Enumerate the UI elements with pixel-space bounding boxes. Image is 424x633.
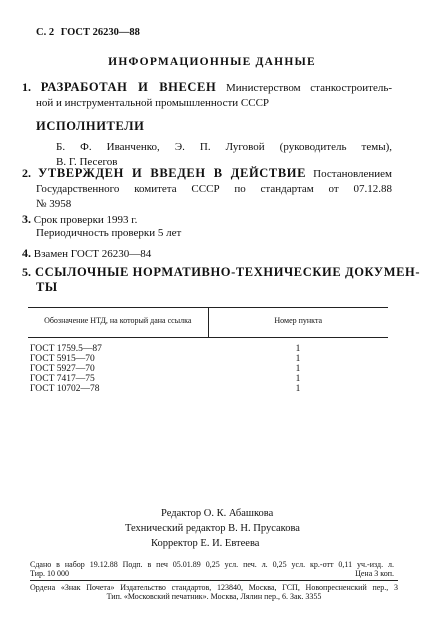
executors-line2: В. Г. Песегов bbox=[56, 156, 118, 168]
section-5-number: 5. bbox=[22, 265, 31, 279]
table-cell-doc: ГОСТ 5927—70 bbox=[30, 364, 95, 374]
table-cell-doc: ГОСТ 10702—78 bbox=[30, 384, 100, 394]
editors-block bbox=[125, 506, 300, 551]
section-4 bbox=[22, 246, 151, 261]
section-1-number: 1. bbox=[22, 80, 31, 94]
section-1-line2: ной и инструментальной промышленности СССР bbox=[36, 97, 270, 109]
table-cell-item: 1 bbox=[295, 354, 301, 364]
corrector-line: Корректор Е. И. Евтеева bbox=[151, 538, 260, 549]
section-2 bbox=[22, 166, 392, 212]
section-5-line1: ССЫЛОЧНЫЕ НОРМАТИВНО-ТЕХНИЧЕСКИЕ ДОКУМЕН- bbox=[35, 265, 421, 279]
table-header-item: Номер пункта bbox=[208, 308, 388, 338]
section-3 bbox=[22, 213, 181, 240]
page-header bbox=[36, 27, 140, 38]
executors-heading: ИСПОЛНИТЕЛИ bbox=[36, 119, 145, 133]
table-cell-doc: ГОСТ 5915—70 bbox=[30, 354, 95, 364]
table-cell-doc: ГОСТ 7417—75 bbox=[30, 374, 95, 384]
imprint-price: Цена 3 коп. bbox=[355, 569, 394, 578]
standard-number: ГОСТ 26230—88 bbox=[60, 27, 140, 38]
section-1-line1 bbox=[22, 80, 392, 96]
publisher-block bbox=[30, 583, 398, 601]
section-1 bbox=[22, 80, 392, 170]
table-row bbox=[28, 364, 388, 374]
section-1-line1-text: Министерством станкостроитель- bbox=[226, 82, 393, 94]
tech-editor-line: Технический редактор В. Н. Прусакова bbox=[125, 523, 300, 534]
section-4-text: Взамен ГОСТ 26230—84 bbox=[33, 248, 152, 260]
section-5 bbox=[22, 264, 421, 295]
table-row bbox=[28, 374, 388, 384]
page-title: ИНФОРМАЦИОННЫЕ ДАННЫЕ bbox=[108, 56, 316, 68]
table-header-row bbox=[28, 308, 388, 338]
table-cell-doc: ГОСТ 1759.5—87 bbox=[30, 344, 102, 354]
editor-line: Редактор О. К. Абашкова bbox=[161, 508, 274, 519]
section-2-line1 bbox=[22, 166, 392, 182]
table-cell-item: 1 bbox=[295, 344, 301, 354]
imprint-line1: Сдано в набор 19.12.88 Подп. в печ 05.01.89 0,25 усл. печ. л. 0,25 усл. кр.-отт 0,11 уч.-изд. л. bbox=[30, 560, 394, 569]
table-cell-item: 1 bbox=[295, 384, 301, 394]
section-5-line2: ТЫ bbox=[36, 280, 58, 294]
imprint-divider bbox=[30, 580, 398, 581]
table-cell-item: 1 bbox=[295, 364, 301, 374]
printer-line: Тип. «Московский печатник». Москва, Лялин пер., 6. Зак. 3355 bbox=[106, 592, 322, 601]
section-2-line1-text: Постановлением bbox=[313, 168, 393, 180]
table-header-doc: Обозначение НТД, на который дана ссылка bbox=[28, 308, 208, 338]
section-3-line1: Срок проверки 1993 г. bbox=[33, 214, 138, 226]
section-2-line2: Государственного комитета СССР по стандартам от 07.12.88 bbox=[36, 183, 392, 195]
section-4-number: 4. bbox=[22, 246, 31, 260]
section-1-heading: РАЗРАБОТАН И ВНЕСЕН bbox=[40, 80, 217, 94]
executors-line1: Б. Ф. Иванченко, Э. П. Луговой (руководитель темы), bbox=[56, 141, 392, 153]
table-cell-item: 1 bbox=[295, 374, 301, 384]
section-3-line2: Периодичность проверки 5 лет bbox=[36, 227, 182, 239]
imprint-block bbox=[30, 560, 394, 578]
page-number: С. 2 bbox=[36, 27, 55, 38]
table-row bbox=[28, 344, 388, 354]
section-3-number: 3. bbox=[22, 212, 31, 226]
publisher-line: Ордена «Знак Почета» Издательство стандартов, 123840, Москва, ГСП, Новопресненский пер., 3 bbox=[30, 583, 398, 592]
table-row bbox=[28, 384, 388, 394]
section-2-line3: № 3958 bbox=[36, 198, 72, 210]
section-2-heading: УТВЕРЖДЕН И ВВЕДЕН В ДЕЙСТВИЕ bbox=[38, 166, 307, 180]
imprint-circulation: Тир. 10 000 bbox=[30, 569, 69, 578]
table-row bbox=[28, 354, 388, 364]
section-2-number: 2. bbox=[22, 166, 31, 180]
reference-table bbox=[28, 307, 388, 394]
